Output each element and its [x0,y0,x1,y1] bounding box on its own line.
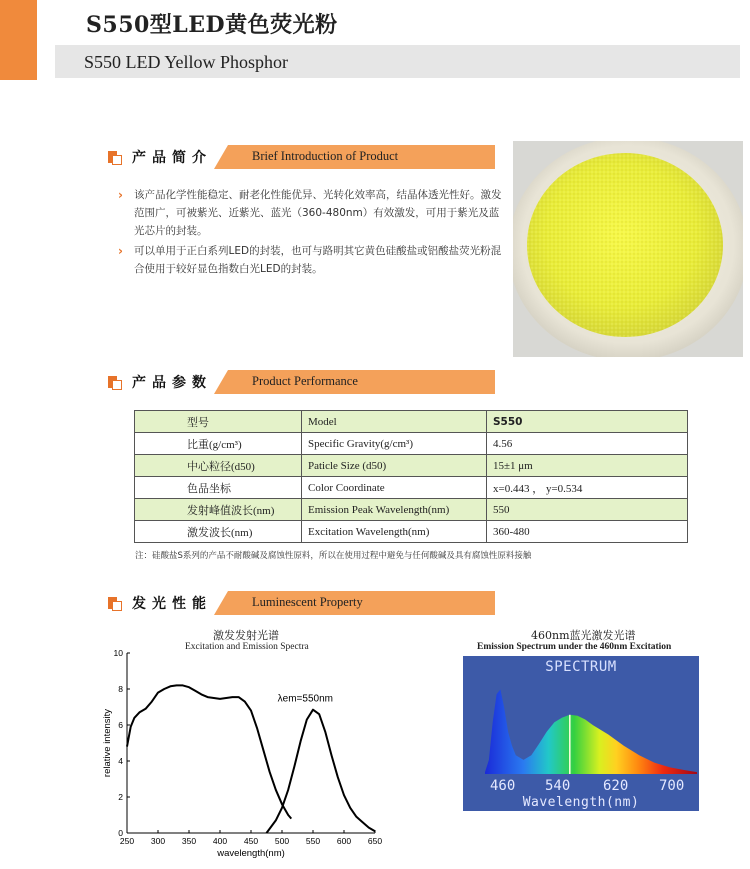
spectrum-panel-title: SPECTRUM [545,659,617,675]
intro-paragraph: › 该产品化学性能稳定、耐老化性能优异、光转化效率高，结晶体透光性好。激发范围广，可被紫光、近紫光、蓝光（360-480nm）有效激发，可用于紫光及蓝光芯片的封装。 [118,188,502,237]
table-cell-value: 4.56 [487,433,688,455]
spectrum-tick-label: 540 [545,778,571,794]
y-tick-label: 2 [118,792,123,802]
table-cell-value: x=0.443 ， y=0.534 [487,477,688,499]
table-cell-en: Specific Gravity(g/cm³) [302,433,487,455]
y-tick-label: 0 [118,828,123,838]
table-cell-value: S550 [487,411,688,433]
table-cell-zh: 中心粒径(d50) [135,455,302,477]
x-tick-label: 350 [181,836,197,846]
chart2-title-zh: 460nm蓝光激发光谱 [531,629,636,642]
table-cell-en: Excitation Wavelength(nm) [302,521,487,543]
excitation-curve [127,685,291,818]
section-title-en: Brief Introduction of Product [252,149,399,163]
x-tick-label: 600 [336,836,352,846]
table-row [135,433,688,455]
section-title-en: Luminescent Property [252,595,363,609]
page-title-en: S550 LED Yellow Phosphor [84,52,289,72]
x-tick-label: 400 [212,836,228,846]
peak-annotation: λem=550nm [277,693,333,705]
bullet-arrow-icon: › [118,244,123,258]
y-tick-label: 4 [118,756,123,766]
bullet-arrow-icon: › [118,188,123,202]
y-axis-label: relative intensity [102,708,113,778]
x-axis-label: wavelength(nm) [217,848,285,859]
table-cell-zh: 色品坐标 [135,477,302,499]
x-tick-label: 650 [367,836,383,846]
table-cell-value: 550 [487,499,688,521]
y-tick-label: 8 [118,684,123,694]
spectrum-tick-label: 700 [659,778,685,794]
spectrum-x-label: Wavelength(nm) [522,795,640,810]
chart1-title-zh: 激发发射光谱 [213,629,279,642]
table-cell-en: Color Coordinate [302,477,487,499]
page-title-zh: S550型LED黄色荧光粉 [86,12,338,38]
section-header-performance [108,370,495,394]
table-row [135,411,688,433]
y-tick-label: 10 [113,648,123,658]
x-tick-label: 250 [119,836,135,846]
excitation-emission-chart [96,644,386,869]
section-title-zh: 发光性能 [132,596,212,612]
section-header-luminescent [108,591,495,615]
intro-text [118,186,506,280]
table-note: 注：硅酸盐S系列的产品不耐酸碱及腐蚀性原料，所以在使用过程中避免与任何酸碱及具有腐蚀性原料接触 [135,551,532,561]
section-title-zh: 产品参数 [132,375,212,391]
table-row [135,499,688,521]
table-cell-zh: 比重(g/cm³) [135,433,302,455]
table-cell-en: Model [302,411,487,433]
table-row [135,477,688,499]
header-accent-block [0,0,37,80]
section-marker-icon [112,601,122,611]
y-tick-label: 6 [118,720,123,730]
product-photo [513,141,743,357]
x-tick-label: 500 [274,836,290,846]
x-tick-label: 550 [305,836,321,846]
section-marker-icon [112,155,122,165]
chart2-title-en: Emission Spectrum under the 460nm Excitation [477,642,672,652]
section-marker-icon [112,380,122,390]
table-cell-value: 15±1 μm [487,455,688,477]
emission-curve [267,710,376,833]
table-row [135,521,688,543]
table-cell-zh: 激发波长(nm) [135,521,302,543]
x-tick-label: 300 [150,836,166,846]
spectrum-tick-label: 620 [603,778,629,794]
section-title-en: Product Performance [252,374,358,388]
chart1-title-en: Excitation and Emission Spectra [185,642,309,652]
table-cell-en: Paticle Size (d50) [302,455,487,477]
spectrum-tick-label: 460 [490,778,516,794]
intro-paragraph: › 可以单用于正白系列LED的封装，也可与路明其它黄色硅酸盐或铝酸盐荧光粉混合使用于较好显色指数白光LED的封装。 [118,244,502,275]
spectrum-panel [463,656,699,811]
spectrum-area [485,689,697,774]
table-cell-en: Emission Peak Wavelength(nm) [302,499,487,521]
table-row [135,455,688,477]
section-header-intro [108,145,495,169]
performance-table [134,410,688,543]
table-cell-zh: 发射峰值波长(nm) [135,499,302,521]
section-title-zh: 产品简介 [132,150,212,166]
table-cell-zh: 型号 [135,411,302,433]
x-tick-label: 450 [243,836,259,846]
table-cell-value: 360-480 [487,521,688,543]
